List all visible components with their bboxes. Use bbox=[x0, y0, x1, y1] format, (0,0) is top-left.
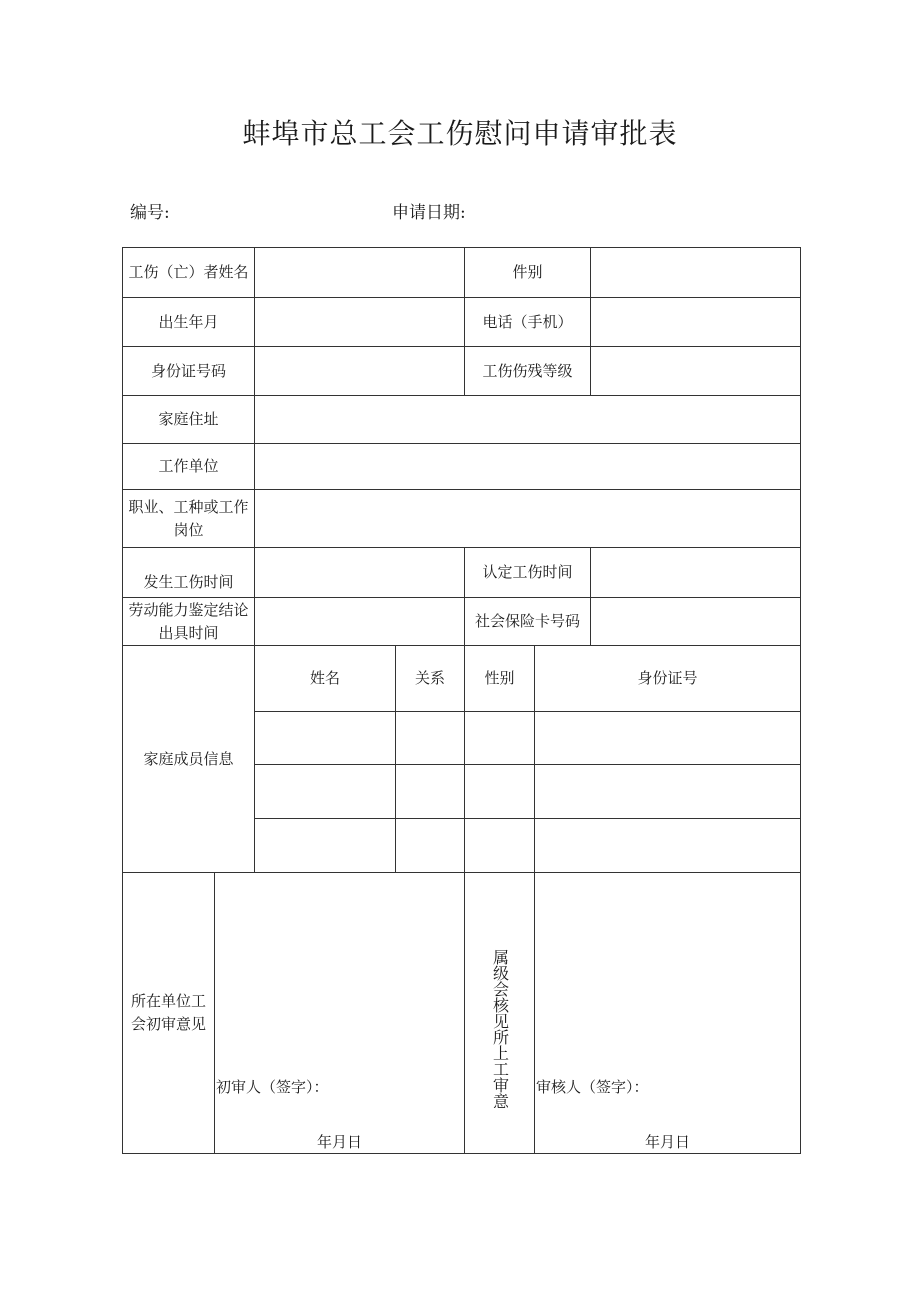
employer-label: 工作单位 bbox=[123, 444, 255, 490]
upper-opinion-label: 属级会核见所上工审意 bbox=[490, 948, 510, 1109]
birth-label: 出生年月 bbox=[123, 298, 255, 347]
family-id-cell[interactable] bbox=[535, 819, 801, 873]
apply-date-label: 申请日期: bbox=[392, 203, 466, 223]
family-header-relation: 关系 bbox=[396, 646, 465, 712]
upper-opinion-label-cell bbox=[465, 873, 535, 1154]
recognition-time-label: 认定工伤时间 bbox=[465, 548, 591, 598]
family-header-name: 姓名 bbox=[255, 646, 396, 712]
phone-cell[interactable] bbox=[591, 298, 801, 347]
id-cell[interactable] bbox=[255, 347, 465, 396]
row-name bbox=[123, 248, 801, 298]
injury-time-cell[interactable] bbox=[255, 548, 465, 598]
family-header-row bbox=[123, 646, 801, 712]
family-gender-cell[interactable] bbox=[465, 712, 535, 765]
family-name-cell[interactable] bbox=[255, 712, 396, 765]
family-header-id: 身份证号 bbox=[535, 646, 801, 712]
occupation-cell[interactable] bbox=[255, 490, 801, 548]
number-label: 编号: bbox=[130, 203, 170, 223]
family-id-cell[interactable] bbox=[535, 712, 801, 765]
disability-cell[interactable] bbox=[591, 347, 801, 396]
phone-label: 电话（手机） bbox=[465, 298, 591, 347]
injury-time-label: 发生工伤时间 bbox=[123, 548, 255, 598]
birth-cell[interactable] bbox=[255, 298, 465, 347]
address-cell[interactable] bbox=[255, 396, 801, 444]
unit-date-label: 年月日 bbox=[317, 1133, 363, 1151]
family-gender-cell[interactable] bbox=[465, 765, 535, 819]
upper-date-label: 年月日 bbox=[645, 1133, 691, 1151]
family-relation-cell[interactable] bbox=[396, 765, 465, 819]
form-title: 蚌埠市总工会工伤慰问申请审批表 bbox=[242, 117, 678, 150]
address-label: 家庭住址 bbox=[123, 396, 255, 444]
row-address bbox=[123, 396, 801, 444]
family-relation-cell[interactable] bbox=[396, 819, 465, 873]
unit-signer-label: 初审人（签字）： bbox=[216, 1078, 329, 1096]
family-name-cell[interactable] bbox=[255, 819, 396, 873]
family-name-cell[interactable] bbox=[255, 765, 396, 819]
family-gender-cell[interactable] bbox=[465, 819, 535, 873]
family-relation-cell[interactable] bbox=[396, 712, 465, 765]
row-id bbox=[123, 347, 801, 396]
upper-signer-label: 审核人（签字）： bbox=[536, 1078, 649, 1096]
labor-assessment-cell[interactable] bbox=[255, 598, 465, 646]
id-label: 身份证号码 bbox=[123, 347, 255, 396]
gender-cell[interactable] bbox=[591, 248, 801, 298]
approval-form-table bbox=[122, 247, 801, 1154]
family-section-label: 家庭成员信息 bbox=[123, 646, 255, 873]
row-assessment bbox=[123, 598, 801, 646]
labor-assessment-label: 劳动能力鉴定结论出具时间 bbox=[123, 598, 255, 646]
upper-opinion-cell[interactable] bbox=[535, 873, 801, 1154]
row-occupation bbox=[123, 490, 801, 548]
name-cell[interactable] bbox=[255, 248, 465, 298]
gender-label: 件别 bbox=[465, 248, 591, 298]
family-id-cell[interactable] bbox=[535, 765, 801, 819]
social-card-cell[interactable] bbox=[591, 598, 801, 646]
disability-label: 工伤伤残等级 bbox=[465, 347, 591, 396]
occupation-label: 职业、工种或工作岗位 bbox=[123, 490, 255, 548]
social-card-label: 社会保险卡号码 bbox=[465, 598, 591, 646]
opinion-row bbox=[123, 873, 801, 1154]
row-employer bbox=[123, 444, 801, 490]
unit-opinion-cell[interactable] bbox=[215, 873, 465, 1154]
family-header-gender: 性别 bbox=[465, 646, 535, 712]
unit-opinion-label: 所在单位工会初审意见 bbox=[123, 873, 215, 1154]
row-birth bbox=[123, 298, 801, 347]
row-injury-time bbox=[123, 548, 801, 598]
name-label: 工伤（亡）者姓名 bbox=[123, 248, 255, 298]
employer-cell[interactable] bbox=[255, 444, 801, 490]
recognition-time-cell[interactable] bbox=[591, 548, 801, 598]
